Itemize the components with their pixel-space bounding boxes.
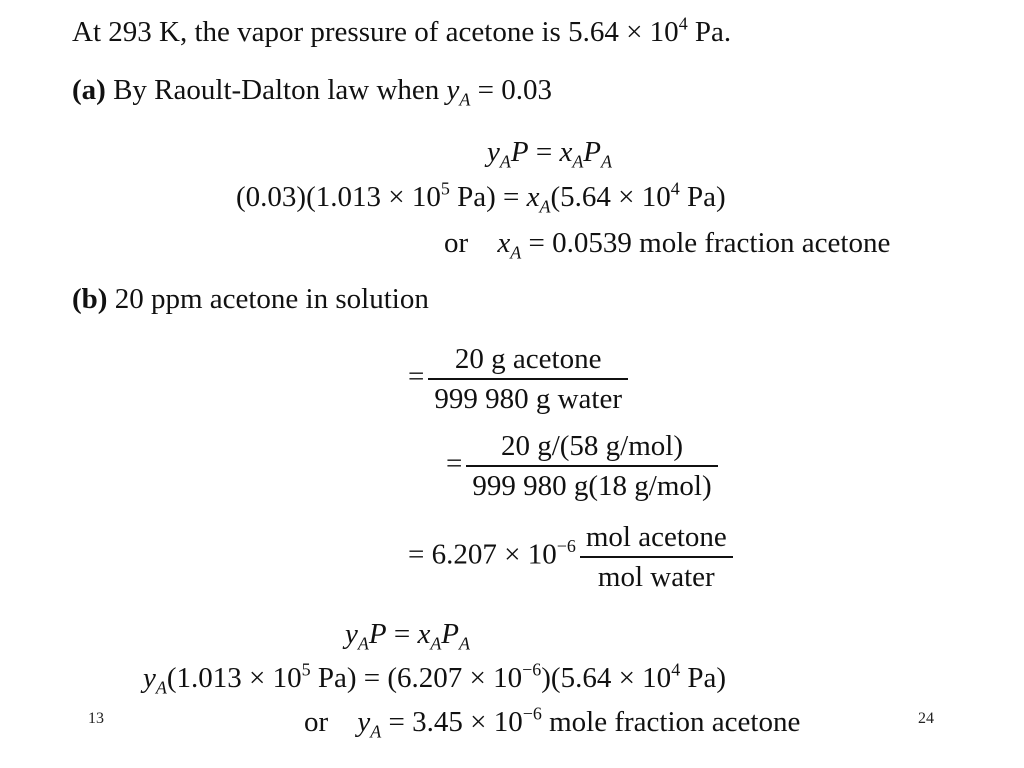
frac1-denominator: 999 980 g water: [434, 383, 623, 415]
eq6-rest-b: mole fraction acetone: [541, 706, 801, 738]
eq5-left-a: (1.013 × 10: [166, 662, 302, 694]
eq4-x: x: [417, 618, 431, 650]
eq2-left-a: (0.03)(1.013 × 10: [236, 181, 441, 213]
part-b-label: (b): [72, 283, 108, 315]
eq3-or: or: [444, 227, 469, 259]
fraction-2-line: [446, 429, 722, 503]
eq2-right-b: Pa): [679, 181, 726, 213]
eq2-exp-left: 5: [440, 178, 450, 199]
eq2-left-b: Pa) =: [449, 181, 527, 213]
eq4-x-sub: A: [430, 633, 442, 654]
fraction-1-line: [408, 342, 632, 416]
eq2-x: x: [526, 181, 540, 213]
frac3-eq-a: = 6.207 × 10: [408, 538, 557, 571]
eq5-exp-mid: −6: [522, 659, 542, 680]
page-number-left: 13: [88, 710, 104, 727]
part-b-equation-4: [345, 617, 470, 654]
intro-text-b: Pa.: [687, 16, 732, 48]
eq3-x-sub: A: [510, 242, 522, 263]
eq5-exp-right: 4: [671, 659, 681, 680]
eq6-y-sub: A: [370, 721, 382, 742]
fraction-2: [466, 429, 717, 503]
part-a-equation-2: [236, 178, 726, 217]
eq2-exp-right: 4: [670, 178, 680, 199]
eq1-x-sub: A: [572, 151, 584, 172]
eq4-equals: =: [386, 618, 418, 650]
frac3-exp: −6: [556, 535, 576, 556]
eq5-left-b: Pa) = (6.207 × 10: [310, 662, 523, 694]
eq5-y: y: [143, 662, 156, 694]
eq3-x: x: [497, 227, 511, 259]
eq1-x: x: [559, 136, 573, 168]
eq1-p2: P: [583, 136, 602, 168]
eq4-y-sub: A: [357, 633, 369, 654]
part-b-equation-5: [143, 659, 727, 698]
part-a-equation-1: [487, 135, 612, 172]
intro-line: [72, 15, 731, 49]
frac2-numerator: 20 g/(58 g/mol): [466, 429, 717, 467]
part-a-text: By Raoult-Dalton law when: [113, 74, 440, 106]
eq6-rest-a: = 3.45 × 10: [381, 706, 523, 738]
eq6-exp: −6: [522, 703, 542, 724]
eq5-mid-b: )(5.64 × 10: [541, 662, 672, 694]
part-a-y-symbol: y: [446, 74, 460, 106]
part-b-text: 20 ppm acetone in solution: [114, 283, 429, 315]
eq1-p: P: [510, 136, 529, 168]
eq2-right-a: (5.64 × 10: [550, 181, 671, 213]
frac2-equals: =: [446, 447, 463, 480]
fraction-1: [428, 342, 628, 416]
eq5-right-b: Pa): [680, 662, 727, 694]
frac1-numerator: 20 g acetone: [428, 342, 628, 380]
part-a-eq-value: = 0.03: [470, 74, 552, 106]
eq1-p2-sub: A: [601, 151, 612, 172]
eq1-equals: =: [528, 136, 560, 168]
part-a-heading: [72, 73, 552, 110]
fraction-3: [580, 520, 733, 594]
frac1-equals: =: [408, 360, 425, 393]
part-b-equation-6: [304, 703, 801, 742]
intro-text-a: At 293 K, the vapor pressure of acetone is 5.64 × 10: [72, 16, 679, 48]
eq4-p2: P: [441, 618, 460, 650]
eq6-y: y: [357, 706, 371, 738]
part-a-equation-3: [444, 226, 891, 263]
eq5-exp-left: 5: [301, 659, 311, 680]
eq1-y: y: [487, 136, 500, 168]
frac3-numerator: mol acetone: [580, 520, 733, 558]
part-a-label: (a): [72, 74, 106, 106]
eq4-p2-sub: A: [459, 633, 470, 654]
fraction-3-line: [408, 520, 737, 594]
page-number-right: 24: [918, 710, 934, 727]
eq4-p: P: [368, 618, 387, 650]
eq4-y: y: [345, 618, 358, 650]
eq1-y-sub: A: [499, 151, 511, 172]
eq2-x-sub: A: [539, 196, 551, 217]
frac2-denominator: 999 980 g(18 g/mol): [472, 470, 712, 502]
part-b-heading: [72, 282, 429, 316]
eq6-or: or: [304, 706, 329, 738]
frac3-denominator: mol water: [597, 561, 715, 593]
eq5-y-sub: A: [155, 677, 167, 698]
part-a-y-subscript: A: [459, 89, 471, 110]
intro-exponent: 4: [678, 13, 688, 34]
eq3-rest: = 0.0539 mole fraction acetone: [521, 227, 891, 259]
